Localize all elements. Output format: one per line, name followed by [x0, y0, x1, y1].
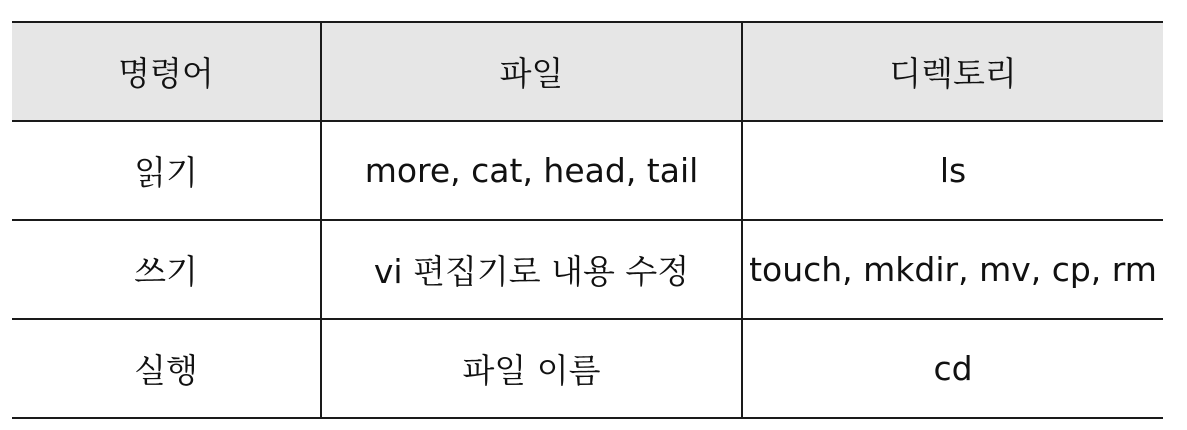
- row-label-write: 쓰기: [12, 220, 321, 319]
- table-row: [12, 220, 1163, 319]
- row-label-read: 읽기: [12, 121, 321, 220]
- cell-execute-directory: cd: [742, 319, 1163, 418]
- cell-write-directory: touch, mkdir, mv, cp, rm: [742, 220, 1163, 319]
- header-directory: 디렉토리: [742, 22, 1163, 121]
- table-row: [12, 121, 1163, 220]
- header-file: 파일: [321, 22, 742, 121]
- row-label-execute: 실행: [12, 319, 321, 418]
- header-command: 명령어: [12, 22, 321, 121]
- command-table: [12, 21, 1163, 419]
- header-row: [12, 22, 1163, 121]
- cell-read-file: more, cat, head, tail: [321, 121, 742, 220]
- table-row: [12, 319, 1163, 418]
- cell-read-directory: ls: [742, 121, 1163, 220]
- cell-write-file: vi 편집기로 내용 수정: [321, 220, 742, 319]
- cell-execute-file: 파일 이름: [321, 319, 742, 418]
